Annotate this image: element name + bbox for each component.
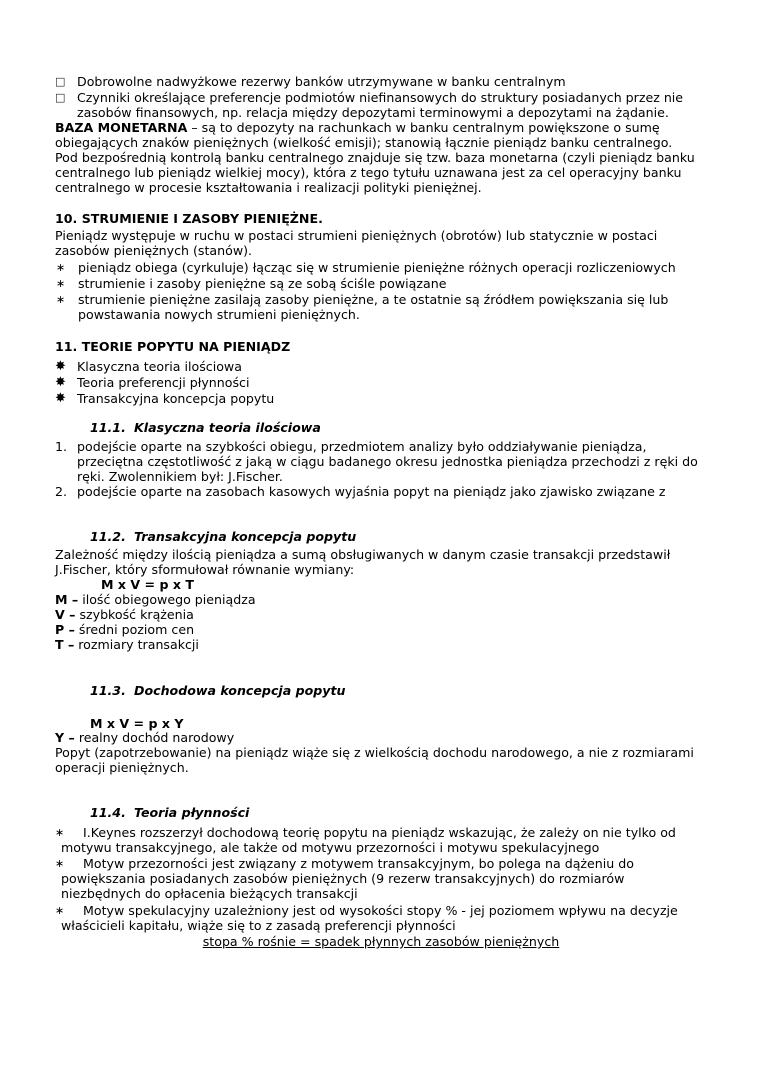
square-bullet-icon: □ xyxy=(55,91,66,104)
list-item-text: pieniądz obiega (cyrkuluje) łącząc się w strumienie pieniężne różnych operacji rozliczeniowych xyxy=(78,260,676,275)
s112-intro: Zależność między ilością pieniądza a sumą obsługiwanych w danym czasie transakcji przedstawił J.Fischer, który sformułował równanie wymiany: xyxy=(55,547,671,578)
definition-symbol: T – xyxy=(55,637,75,652)
subsection-heading xyxy=(90,805,249,820)
conclusion-text: stopa % rośnie = spadek płynnych zasobów pieniężnych xyxy=(202,934,560,949)
list-item-text: Motyw przezorności jest związany z motywem transakcyjnym, bo polega na dążeniu do powiększania posiadanych zasobów pieniężnych (9 rezerw transakcyjnych) do rozmiarów niezbędnych do opłacenia bieżących transakcji xyxy=(61,856,634,902)
list-item xyxy=(55,90,707,120)
definition-line xyxy=(55,622,707,637)
subsection-heading xyxy=(90,420,321,435)
subsection-number: 11.1. xyxy=(90,420,126,435)
subsection-title: Teoria płynności xyxy=(134,805,250,820)
list-item-text: Klasyczna teoria ilościowa xyxy=(77,359,242,374)
definition-text: ilość obiegowego pieniądza xyxy=(78,592,256,607)
list-item-text: podejście oparte na zasobach kasowych wyjaśnia popyt na pieniądz jako zjawisko związane z xyxy=(77,484,666,499)
subsection-number: 11.4. xyxy=(90,805,126,820)
asterisk-bullet-icon: ∗ xyxy=(55,857,65,870)
asterisk-bullet-icon: ∗ xyxy=(56,293,66,306)
subsection-title: Klasyczna teoria ilościowa xyxy=(134,420,321,435)
list-item-text: strumienie pieniężne zasilają zasoby pieniężne, a te ostatnie są źródłem powiększania się lub powstawania nowych strumieni pieniężnych. xyxy=(78,292,669,323)
star-bullet-icon: ✸ xyxy=(55,375,66,390)
subsection-title: Dochodowa koncepcja popytu xyxy=(134,683,346,698)
definition-symbol: Y – xyxy=(55,730,75,745)
asterisk-bullet-icon: ∗ xyxy=(56,261,66,274)
list-item xyxy=(55,359,707,374)
asterisk-bullet-icon: ∗ xyxy=(55,904,65,917)
list-item xyxy=(55,391,707,406)
list-item-text: Czynniki określające preferencje podmiotów niefinansowych do struktury posiadanych przez nie zasobów finansowych, np. relacja między depozytami terminowymi a depozytami na żądanie. xyxy=(77,90,684,121)
list-item xyxy=(55,825,707,855)
list-number: 1. xyxy=(55,439,68,454)
definition-line xyxy=(55,592,707,607)
section-heading: 11. TEORIE POPYTU NA PIENIĄDZ xyxy=(55,339,291,354)
baza-definition-text: – są to depozyty na rachunkach w banku centralnym powiększone o sumę obiegających znaków pieniężnych (wielkość emisji); stanowią łącznie pieniądz banku centralnego. xyxy=(55,120,673,151)
subsection-title: Transakcyjna koncepcja popytu xyxy=(134,529,357,544)
s113-paragraph: Popyt (zapotrzebowanie) na pieniądz wiąże się z wielkością dochodu narodowego, a nie z rozmiarami operacji pieniężnych. xyxy=(55,745,694,776)
conclusion-line xyxy=(55,934,707,949)
list-item-text: Teoria preferencji płynności xyxy=(77,375,250,390)
baza-definition xyxy=(55,120,707,150)
subsection-heading xyxy=(90,683,345,698)
list-item-text: Dobrowolne nadwyżkowe rezerwy banków utrzymywane w banku centralnym xyxy=(77,74,566,89)
list-item xyxy=(55,856,707,902)
definition-symbol: V – xyxy=(55,607,76,622)
list-number: 2. xyxy=(55,484,68,499)
definition-text: realny dochód narodowy xyxy=(74,730,235,745)
list-item-text: Transakcyjna koncepcja popytu xyxy=(77,391,275,406)
exchange-equation: M x V = p x T xyxy=(101,577,194,592)
list-item xyxy=(55,439,707,485)
list-item xyxy=(55,74,707,89)
subsection-number: 11.2. xyxy=(90,529,126,544)
definition-text: rozmiary transakcji xyxy=(74,637,199,652)
list-item-text: I.Keynes rozszerzył dochodową teorię popytu na pieniądz wskazując, że zależy on nie tylko od motywu transakcyjnego, ale także od motywu przezorności i motywu spekulacyjnego xyxy=(61,825,676,856)
subsection-number: 11.3. xyxy=(90,683,126,698)
asterisk-bullet-icon: ∗ xyxy=(55,826,65,839)
list-item xyxy=(55,276,707,291)
list-item xyxy=(55,375,707,390)
section-heading: 10. STRUMIENIE I ZASOBY PIENIĘŻNE. xyxy=(55,211,323,226)
baza-term: BAZA MONETARNA xyxy=(55,120,188,135)
definition-line xyxy=(55,607,707,622)
section10-intro: Pieniądz występuje w ruchu w postaci strumieni pieniężnych (obrotów) lub statycznie w postaci zasobów pieniężnych (stanów). xyxy=(55,228,658,259)
definition-text: szybkość krążenia xyxy=(75,607,194,622)
square-bullet-icon: □ xyxy=(55,75,66,88)
list-item-text: Motyw spekulacyjny uzależniony jest od wysokości stopy % - jej poziomem wpływu na decyzje właścicieli kapitału, wiąże się to z zasadą preferencji płynności xyxy=(61,903,678,934)
definition-line xyxy=(55,730,707,745)
list-item-text: strumienie i zasoby pieniężne są ze sobą ściśle powiązane xyxy=(78,276,447,291)
income-equation: M x V = p x Y xyxy=(90,716,184,731)
list-item xyxy=(55,260,707,275)
list-item-text: podejście oparte na szybkości obiegu, przedmiotem analizy było oddziaływanie pieniądza, przeciętna częstotliwość z jaką w ciągu badanego okresu jednostka pieniądza przechodzi z ręki do ręki. Zwolennikiem był: J.Fischer. xyxy=(77,439,698,485)
definition-symbol: M – xyxy=(55,592,79,607)
list-item xyxy=(55,484,707,499)
baza-paragraph: Pod bezpośrednią kontrolą banku centralnego znajduje się tzw. baza monetarna (czyli pieniądz banku centralnego lub pieniądz wielkiej mocy), która z tego tytułu uznawana jest za cel operacyjny banku centralnego w procesie kształtowania i realizacji polityki pieniężnej. xyxy=(55,150,695,196)
asterisk-bullet-icon: ∗ xyxy=(56,277,66,290)
definition-line xyxy=(55,637,707,652)
definition-symbol: P – xyxy=(55,622,75,637)
star-bullet-icon: ✸ xyxy=(55,391,66,406)
list-item xyxy=(55,903,707,933)
star-bullet-icon: ✸ xyxy=(55,359,66,374)
list-item xyxy=(55,292,707,322)
subsection-heading xyxy=(90,529,356,544)
definition-text: średni poziom cen xyxy=(74,622,195,637)
